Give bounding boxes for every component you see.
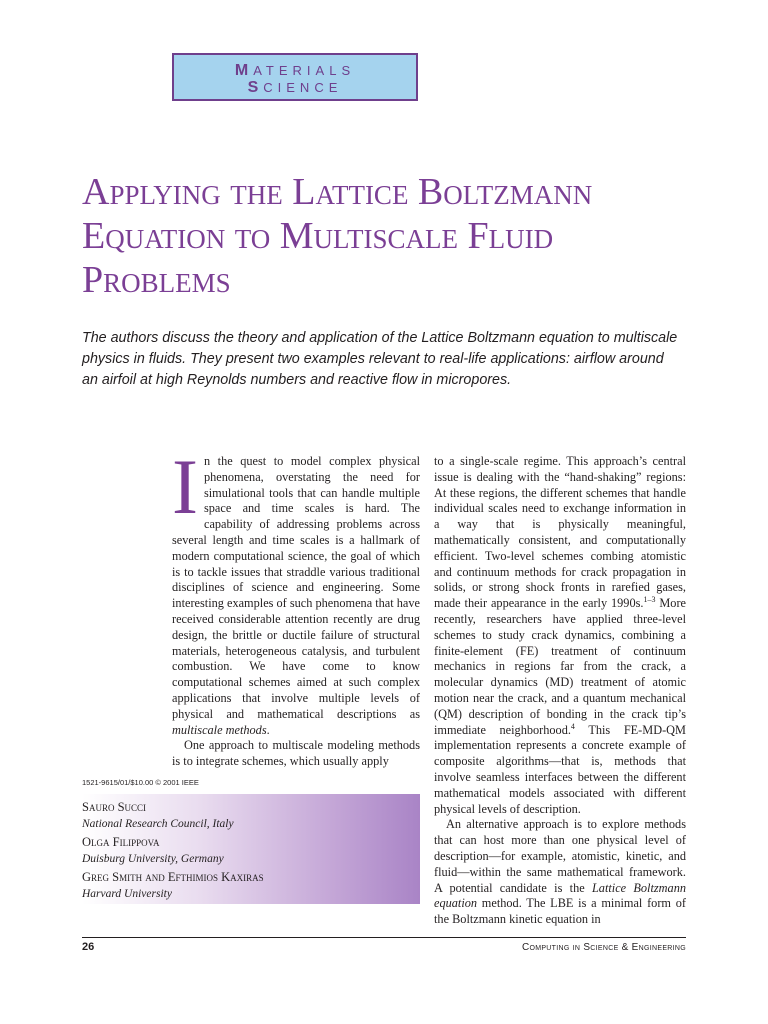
- body-paragraph: [434, 454, 686, 817]
- body-emphasis: multiscale methods: [172, 722, 267, 737]
- author-box: [82, 794, 420, 904]
- body-text: n the quest to model complex physical phenomena, overstating the need for simulational tools that can handle multiple space and time scales is hard. The capability of addressing problems across several length and time scales is a hallmark of modern computational science, the goal of which is to tackle issues that straddle various traditional disciplines of science and engineering. Some interesting examples of such phenomena that have received considerable attention recently are drug design, the brittle or ductile failure of structural materials, heterogeneous catalysis, and turbulent combustion. We have come to know computational schemes aimed at such complex applications that involve multiple levels of physical and mathematical descriptions as: [172, 454, 420, 721]
- journal-name: Computing in Science & Engineering: [521, 942, 686, 953]
- drop-cap: I: [172, 443, 198, 530]
- section-label-initial-1: M: [234, 62, 254, 79]
- section-label-initial-2: S: [247, 79, 264, 96]
- body-column-2: [434, 454, 686, 928]
- author-affiliation: Duisburg University, Germany: [82, 853, 224, 865]
- section-label-line1: ATERIALS: [253, 63, 356, 78]
- page-number: 26: [82, 941, 95, 953]
- body-text: An alternative approach is to explore methods that can host more than one physical level of description—for example, atomistic, kinetic, and fluid—within the same mathematical framework. A potential candidate is the: [434, 817, 686, 895]
- section-label: [174, 62, 416, 96]
- body-text: This FE-MD-QM implementation represents a concrete example of composite algorithms—that is, methods that involve seamless interfaces between the different mathematical models associated with different physical levels of description.: [434, 722, 686, 816]
- body-paragraph: [172, 443, 420, 738]
- article-title: Applying the Lattice Boltzmann Equation to Multiscale Fluid Problems: [82, 171, 593, 301]
- body-text: .: [266, 722, 270, 737]
- author-affiliation: National Research Council, Italy: [82, 818, 234, 830]
- section-tab: [172, 53, 418, 101]
- body-text: method. The LBE is a minimal form of the Boltzmann kinetic equation in: [434, 896, 686, 927]
- body-paragraph: One approach to multiscale modeling methods is to integrate schemes, which usually apply: [172, 738, 420, 769]
- copyright-notice: 1521-9615/01/$10.00 © 2001 IEEE: [82, 778, 199, 787]
- author-name: Sauro Succi: [82, 800, 147, 814]
- author-affiliation: Harvard University: [82, 888, 172, 900]
- section-label-line2: CIENCE: [263, 80, 343, 95]
- author-name: Olga Filippova: [82, 835, 160, 849]
- author-name: Greg Smith and Efthimios Kaxiras: [82, 870, 264, 884]
- reference-marker: 1–3: [643, 595, 656, 605]
- footer-rule: [82, 937, 686, 938]
- body-column-1: [172, 443, 420, 770]
- body-text: to a single-scale regime. This approach’s central issue is dealing with the “hand-shaking” regions: At these regions, the different schemes that handle individual scales need to exchange information in a way that is physically meaningful, mathematically consistent, and computationally efficient. Two-level schemes combing atomistic and continuum methods for crack propagation in solids, or strong shock fronts in rarefied gases, made their appearance in the early 1990s.: [434, 454, 686, 611]
- article-abstract: The authors discuss the theory and application of the Lattice Boltzmann equation to multiscale physics in fluids. They present two examples relevant to real-life applications: airflow around an airfoil at high Reynolds numbers and reactive flow in micropores.: [82, 330, 678, 388]
- body-paragraph: [434, 817, 686, 928]
- body-emphasis: Lattice Boltzmann equation: [434, 880, 686, 911]
- body-text: More recently, researchers have applied three-level schemes to study crack dynamics, combining a finite-element (FE) treatment of continuum mechanics in regions far from the crack, a molecular dynamics (MD) treatment of atomic motion near the crack, and a quantum mechanical (QM) description of bonding in the crack tip’s immediate neighborhood.: [434, 596, 687, 737]
- reference-marker: 4: [570, 721, 575, 731]
